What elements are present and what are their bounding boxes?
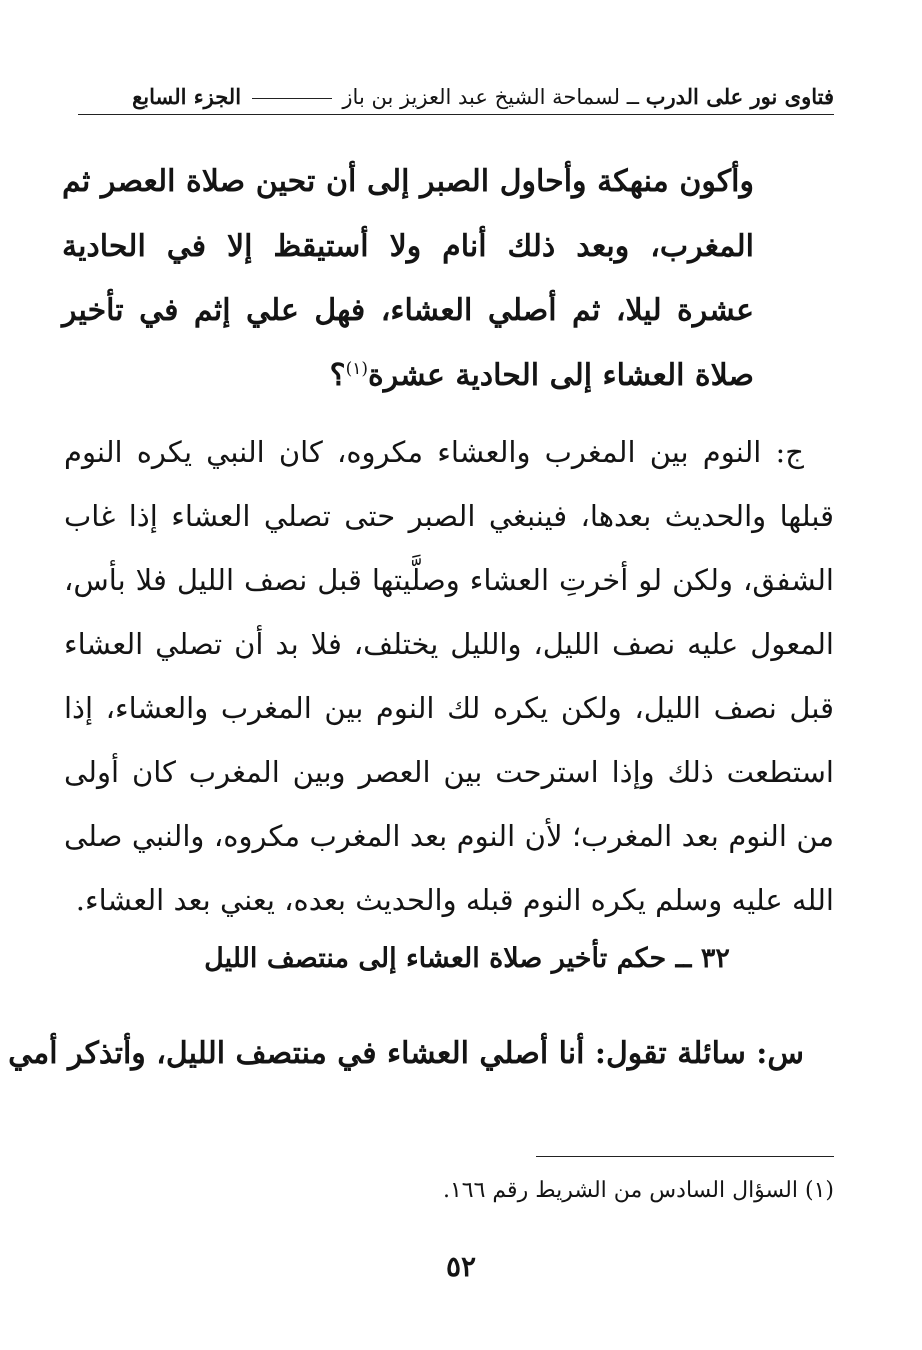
footnote-reference[interactable]: (١)	[345, 358, 368, 379]
answer-text: ج: النوم بين المغرب والعشاء مكروه، كان النبي يكره النوم قبلها والحديث بعدها، فينبغي الصبر حتى تصلي العشاء إذا غاب الشفق، ولكن لو أخرتِ العشاء وصلَّيتها قبل نصف الليل فلا بأس، المعول عليه نصف الليل، والليل يختلف، فلا بد أن تصلي العشاء قبل نصف الليل، ولكن يكره لك النوم بين المغرب والعشاء، إذا استطعت ذلك وإذا استرحت بين العصر وبين المغرب كان أولى من النوم بعد المغرب؛ لأن النوم بعد المغرب مكروه، والنبي صلى الله عليه وسلم يكره النوم قبله والحديث بعده، يعني بعد العشاء.	[64, 435, 834, 917]
header-author: لسماحة الشيخ عبد العزيز بن باز	[342, 85, 621, 109]
header-volume: الجزء السابع	[132, 84, 242, 109]
next-question	[8, 1022, 834, 1086]
question-text: وأكون منهكة وأحاول الصبر إلى أن تحين صلاة العصر ثم المغرب، وبعد ذلك أنام ولا أستيقظ إلا في الحادية عشرة ليلا، ثم أصلي العشاء، فهل علي إثم في تأخير صلاة العشاء إلى الحادية عشرة	[62, 164, 754, 393]
section-heading: ٣٢ ــ حكم تأخير صلاة العشاء إلى منتصف الليل	[204, 943, 730, 974]
question-paragraph	[62, 150, 754, 408]
header-rule	[252, 98, 332, 99]
next-question-text: س: سائلة تقول: أنا أصلي العشاء في منتصف الليل، وأتذكر أمي	[8, 1036, 804, 1071]
header-book-title: فتاوى نور على الدرب	[645, 84, 834, 109]
footnote-separator	[536, 1156, 834, 1157]
answer-paragraph	[64, 420, 834, 932]
page-number: ٥٢	[445, 1250, 477, 1283]
question-mark: ؟	[329, 357, 346, 393]
running-header	[78, 84, 834, 115]
footnote: (١) السؤال السادس من الشريط رقم ١٦٦.	[442, 1178, 834, 1203]
header-dash-1: ــ	[620, 85, 640, 109]
